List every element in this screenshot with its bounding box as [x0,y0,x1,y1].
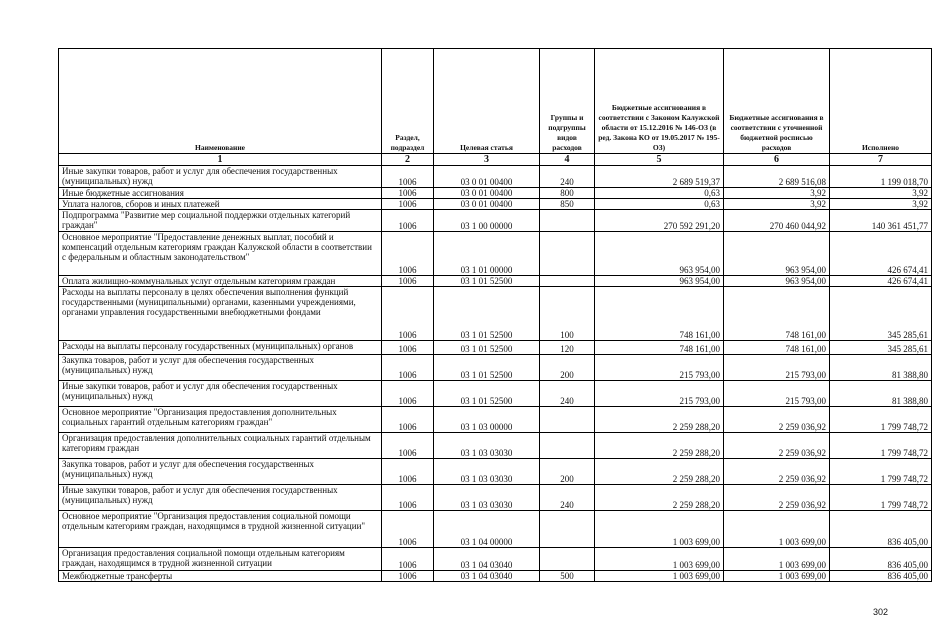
row-name: Межбюджетные трансферты [59,571,382,582]
row-executed: 836 405,00 [830,548,932,571]
row-law-allocation: 0,63 [595,199,724,210]
row-target-article: 03 0 01 00400 [434,166,540,188]
table-row [59,381,932,407]
table-row [59,232,932,276]
row-expense-group [540,511,595,548]
row-executed: 81 388,80 [830,355,932,381]
row-target-article: 03 1 04 03040 [434,571,540,582]
row-expense-group [540,232,595,276]
table-row [59,433,932,459]
row-executed: 1 799 748,72 [830,407,932,433]
row-name: Иные закупки товаров, работ и услуг для обеспечения государственных (муниципальных) нужд [59,381,382,407]
row-expense-group [540,276,595,287]
row-section: 1006 [382,210,434,232]
row-plan-allocation: 1 003 699,00 [724,511,830,548]
row-plan-allocation: 3,92 [724,199,830,210]
row-law-allocation: 748 161,00 [595,341,724,355]
column-number: 2 [382,154,434,166]
column-number: 1 [59,154,382,166]
table-row [59,188,932,199]
row-executed: 3,92 [830,188,932,199]
row-name: Уплата налогов, сборов и иных платежей [59,199,382,210]
row-section: 1006 [382,571,434,582]
row-name: Расходы на выплаты персоналу в целях обеспечения выполнения функций государственными (муниципальными) органами, казенными учреждениями, органами управления государственными внебюджетными фондами [59,287,382,341]
row-law-allocation: 963 954,00 [595,232,724,276]
row-executed: 3,92 [830,199,932,210]
row-expense-group: 100 [540,287,595,341]
row-section: 1006 [382,548,434,571]
row-expense-group: 120 [540,341,595,355]
row-law-allocation: 215 793,00 [595,381,724,407]
row-target-article: 03 0 01 00400 [434,188,540,199]
header-section: Раздел, подраздел [382,49,434,154]
row-expense-group [540,548,595,571]
page-number: 302 [873,607,889,617]
row-name: Основное мероприятие "Организация предоставления дополнительных социальных гарантий отдельным категориям граждан" [59,407,382,433]
table-body [59,166,932,582]
row-target-article: 03 1 03 00000 [434,407,540,433]
row-section: 1006 [382,166,434,188]
row-expense-group: 200 [540,459,595,485]
row-section: 1006 [382,276,434,287]
row-expense-group: 200 [540,355,595,381]
row-target-article: 03 1 03 03030 [434,485,540,511]
row-target-article: 03 1 00 00000 [434,210,540,232]
table-row [59,276,932,287]
row-plan-allocation: 3,92 [724,188,830,199]
table-row [59,287,932,341]
row-expense-group [540,210,595,232]
row-section: 1006 [382,459,434,485]
header-name: Наименование [59,49,382,154]
header-plan-allocation: Бюджетные ассигнования в соответствии с уточненной бюджетной росписью расходов [724,49,830,154]
row-law-allocation: 1 003 699,00 [595,571,724,582]
column-number: 4 [540,154,595,166]
row-plan-allocation: 748 161,00 [724,341,830,355]
row-law-allocation: 270 592 291,20 [595,210,724,232]
row-law-allocation: 2 689 519,37 [595,166,724,188]
row-expense-group: 800 [540,188,595,199]
row-name: Основное мероприятие "Организация предоставления социальной помощи отдельным категориям граждан, находящимся в трудной жизненной ситуации" [59,511,382,548]
row-executed: 140 361 451,77 [830,210,932,232]
table-row [59,571,932,582]
row-executed: 1 799 748,72 [830,485,932,511]
row-section: 1006 [382,199,434,210]
row-plan-allocation: 963 954,00 [724,232,830,276]
row-executed: 1 799 748,72 [830,433,932,459]
row-target-article: 03 1 03 03030 [434,433,540,459]
row-law-allocation: 2 259 288,20 [595,433,724,459]
row-name: Оплата жилищно-коммунальных услуг отдельным категориям граждан [59,276,382,287]
budget-table [58,48,932,582]
row-law-allocation: 1 003 699,00 [595,548,724,571]
row-executed: 345 285,61 [830,287,932,341]
table-row [59,548,932,571]
row-name: Закупка товаров, работ и услуг для обеспечения государственных (муниципальных) нужд [59,459,382,485]
row-expense-group [540,407,595,433]
row-executed: 81 388,80 [830,381,932,407]
row-target-article: 03 1 01 52500 [434,341,540,355]
row-section: 1006 [382,381,434,407]
row-plan-allocation: 215 793,00 [724,381,830,407]
row-expense-group: 500 [540,571,595,582]
row-target-article: 03 1 01 52500 [434,276,540,287]
row-expense-group: 850 [540,199,595,210]
row-plan-allocation: 2 259 036,92 [724,433,830,459]
row-target-article: 03 1 01 00000 [434,232,540,276]
row-law-allocation: 215 793,00 [595,355,724,381]
row-plan-allocation: 2 259 036,92 [724,459,830,485]
row-plan-allocation: 215 793,00 [724,355,830,381]
row-law-allocation: 2 259 288,20 [595,485,724,511]
row-executed: 1 199 018,70 [830,166,932,188]
row-expense-group [540,433,595,459]
column-number: 3 [434,154,540,166]
row-name: Закупка товаров, работ и услуг для обеспечения государственных (муниципальных) нужд [59,355,382,381]
row-target-article: 03 1 01 52500 [434,287,540,341]
table-row [59,511,932,548]
row-name: Подпрограмма "Развитие мер социальной поддержки отдельных категорий граждан" [59,210,382,232]
row-law-allocation: 0,63 [595,188,724,199]
table-row [59,459,932,485]
row-executed: 836 405,00 [830,511,932,548]
table-row [59,199,932,210]
row-name: Расходы на выплаты персоналу государственных (муниципальных) органов [59,341,382,355]
header-group: Группы и подгруппы видов расходов [540,49,595,154]
row-name: Иные закупки товаров, работ и услуг для обеспечения государственных (муниципальных) нужд [59,166,382,188]
row-plan-allocation: 270 460 044,92 [724,210,830,232]
row-law-allocation: 963 954,00 [595,276,724,287]
row-name: Организация предоставления социальной помощи отдельным категориям граждан, находящимся в трудной жизненной ситуации [59,548,382,571]
row-plan-allocation: 1 003 699,00 [724,548,830,571]
row-section: 1006 [382,433,434,459]
row-target-article: 03 0 01 00400 [434,199,540,210]
row-target-article: 03 1 01 52500 [434,381,540,407]
row-target-article: 03 1 03 03030 [434,459,540,485]
row-section: 1006 [382,355,434,381]
row-law-allocation: 748 161,00 [595,287,724,341]
column-number: 6 [724,154,830,166]
row-executed: 345 285,61 [830,341,932,355]
column-number-row [59,154,932,166]
row-name: Основное мероприятие "Предоставление денежных выплат, пособий и компенсаций отдельным категориям граждан Калужской области в соответствии с федеральным и областным законодательством" [59,232,382,276]
header-law-allocation: Бюджетные ассигнования в соответствии с Законом Калужской области от 15.12.2016 № 146-ОЗ (в ред. Закона КО от 19.05.2017 № 195-ОЗ) [595,49,724,154]
row-section: 1006 [382,407,434,433]
row-expense-group: 240 [540,485,595,511]
table-row [59,210,932,232]
row-plan-allocation: 748 161,00 [724,287,830,341]
row-name: Организация предоставления дополнительных социальных гарантий отдельным категориям граждан [59,433,382,459]
row-executed: 426 674,41 [830,232,932,276]
row-name: Иные бюджетные ассигнования [59,188,382,199]
row-executed: 836 405,00 [830,571,932,582]
row-plan-allocation: 1 003 699,00 [724,571,830,582]
row-law-allocation: 2 259 288,20 [595,459,724,485]
header-row [59,49,932,154]
row-section: 1006 [382,511,434,548]
row-name: Иные закупки товаров, работ и услуг для обеспечения государственных (муниципальных) нужд [59,485,382,511]
row-section: 1006 [382,188,434,199]
row-plan-allocation: 2 259 036,92 [724,485,830,511]
table-row [59,485,932,511]
column-number: 5 [595,154,724,166]
row-law-allocation: 1 003 699,00 [595,511,724,548]
table-row [59,166,932,188]
row-target-article: 03 1 04 03040 [434,548,540,571]
row-plan-allocation: 2 259 036,92 [724,407,830,433]
row-plan-allocation: 2 689 516,08 [724,166,830,188]
row-expense-group: 240 [540,381,595,407]
row-law-allocation: 2 259 288,20 [595,407,724,433]
row-executed: 1 799 748,72 [830,459,932,485]
row-plan-allocation: 963 954,00 [724,276,830,287]
header-executed: Исполнено [830,49,932,154]
header-target: Целевая статья [434,49,540,154]
column-number: 7 [830,154,932,166]
row-section: 1006 [382,287,434,341]
row-target-article: 03 1 04 00000 [434,511,540,548]
row-section: 1006 [382,232,434,276]
row-target-article: 03 1 01 52500 [434,355,540,381]
row-executed: 426 674,41 [830,276,932,287]
table-row [59,355,932,381]
table-row [59,407,932,433]
row-section: 1006 [382,341,434,355]
row-expense-group: 240 [540,166,595,188]
table-row [59,341,932,355]
row-section: 1006 [382,485,434,511]
